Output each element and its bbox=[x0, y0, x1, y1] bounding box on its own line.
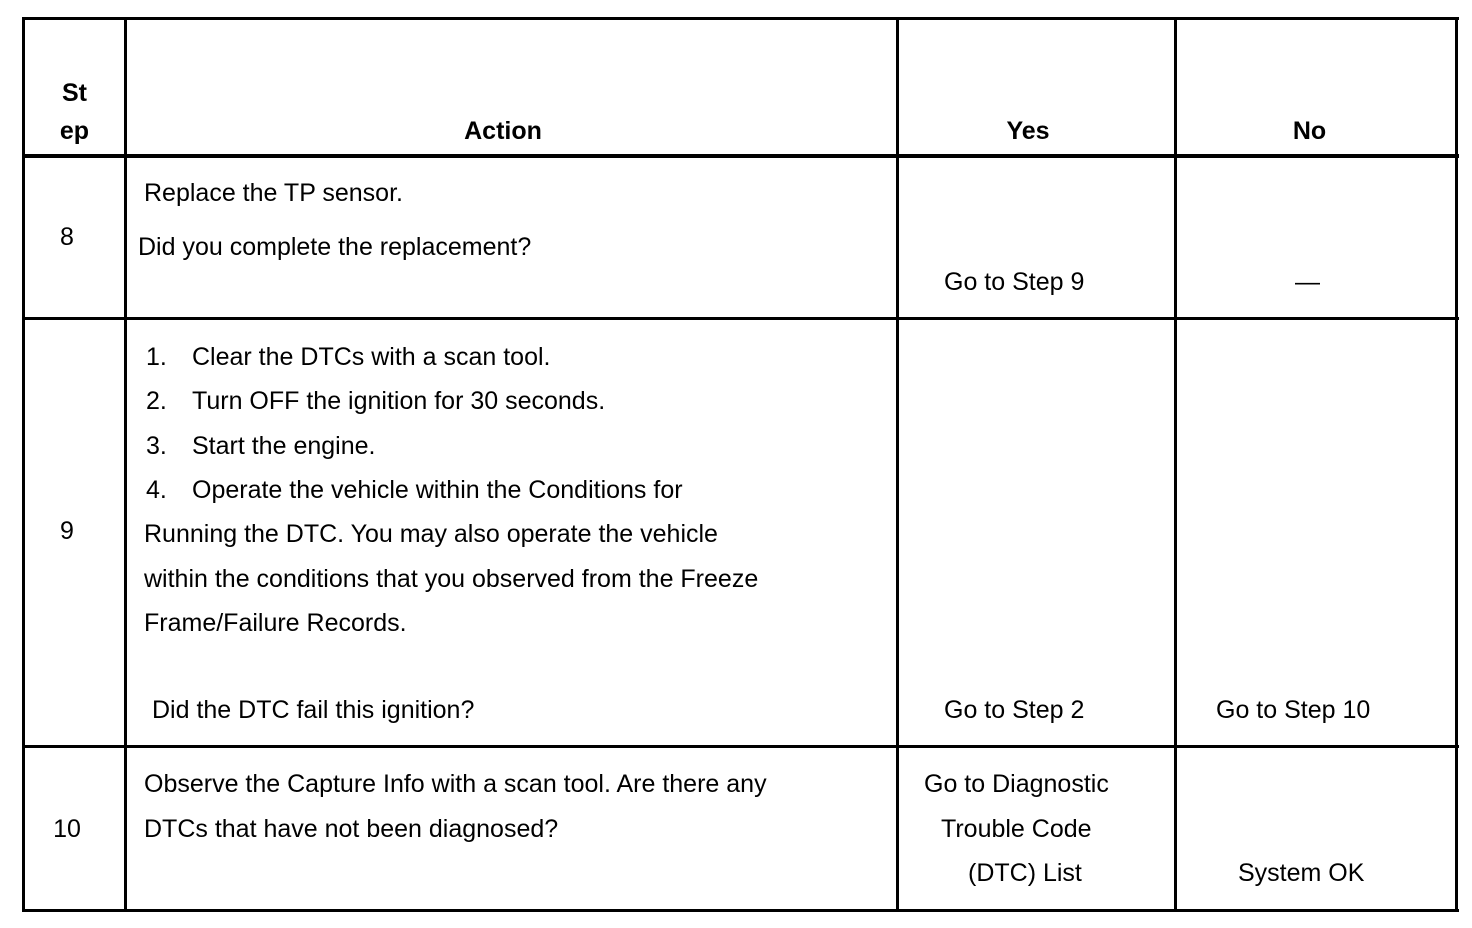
action-text: DTCs that have not been diagnosed? bbox=[144, 815, 559, 843]
list-number: 1. bbox=[146, 343, 167, 371]
action-text: Frame/Failure Records. bbox=[144, 609, 407, 637]
action-text: Replace the TP sensor. bbox=[144, 179, 403, 207]
header-step-line: St bbox=[62, 79, 87, 107]
no-result: Go to Step 10 bbox=[1216, 696, 1371, 724]
question-text: Did the DTC fail this ignition? bbox=[152, 696, 475, 724]
yes-result: Go to Step 9 bbox=[944, 268, 1085, 296]
column-divider bbox=[1174, 17, 1177, 912]
no-result: — bbox=[1295, 268, 1320, 296]
yes-result: Go to Step 2 bbox=[944, 696, 1085, 724]
table-border-top bbox=[22, 17, 1459, 20]
row-divider bbox=[22, 317, 1459, 320]
table-border-right bbox=[1455, 17, 1458, 912]
header-step-line: ep bbox=[59, 117, 90, 145]
column-divider bbox=[124, 17, 127, 912]
list-text: Operate the vehicle within the Conditions for bbox=[192, 476, 683, 504]
action-text: Did you complete the replacement? bbox=[138, 233, 532, 261]
yes-result-line: (DTC) List bbox=[968, 859, 1082, 887]
row-divider bbox=[22, 745, 1459, 748]
no-result: System OK bbox=[1238, 859, 1365, 887]
header-no: No bbox=[1292, 117, 1327, 145]
yes-result-line: Go to Diagnostic bbox=[924, 770, 1109, 798]
list-number: 3. bbox=[146, 432, 167, 460]
list-text: Turn OFF the ignition for 30 seconds. bbox=[192, 387, 606, 415]
header-action: Action bbox=[464, 117, 542, 145]
action-text: Running the DTC. You may also operate the vehicle bbox=[144, 520, 718, 548]
list-number: 4. bbox=[146, 476, 167, 504]
yes-result-line: Trouble Code bbox=[941, 815, 1092, 843]
step-number: 10 bbox=[53, 815, 81, 843]
list-text: Clear the DTCs with a scan tool. bbox=[192, 343, 551, 371]
table-border-left bbox=[22, 17, 25, 912]
list-number: 2. bbox=[146, 387, 167, 415]
list-text: Start the engine. bbox=[192, 432, 376, 460]
header-step bbox=[25, 78, 124, 146]
action-text: within the conditions that you observed from the Freeze bbox=[144, 565, 759, 593]
column-divider bbox=[896, 17, 899, 912]
action-text: Observe the Capture Info with a scan tool. Are there any bbox=[144, 770, 767, 798]
header-yes: Yes bbox=[1006, 117, 1050, 145]
step-number: 8 bbox=[60, 223, 74, 251]
header-divider bbox=[22, 154, 1459, 158]
step-number: 9 bbox=[60, 517, 74, 545]
table-border-bottom bbox=[22, 909, 1459, 912]
